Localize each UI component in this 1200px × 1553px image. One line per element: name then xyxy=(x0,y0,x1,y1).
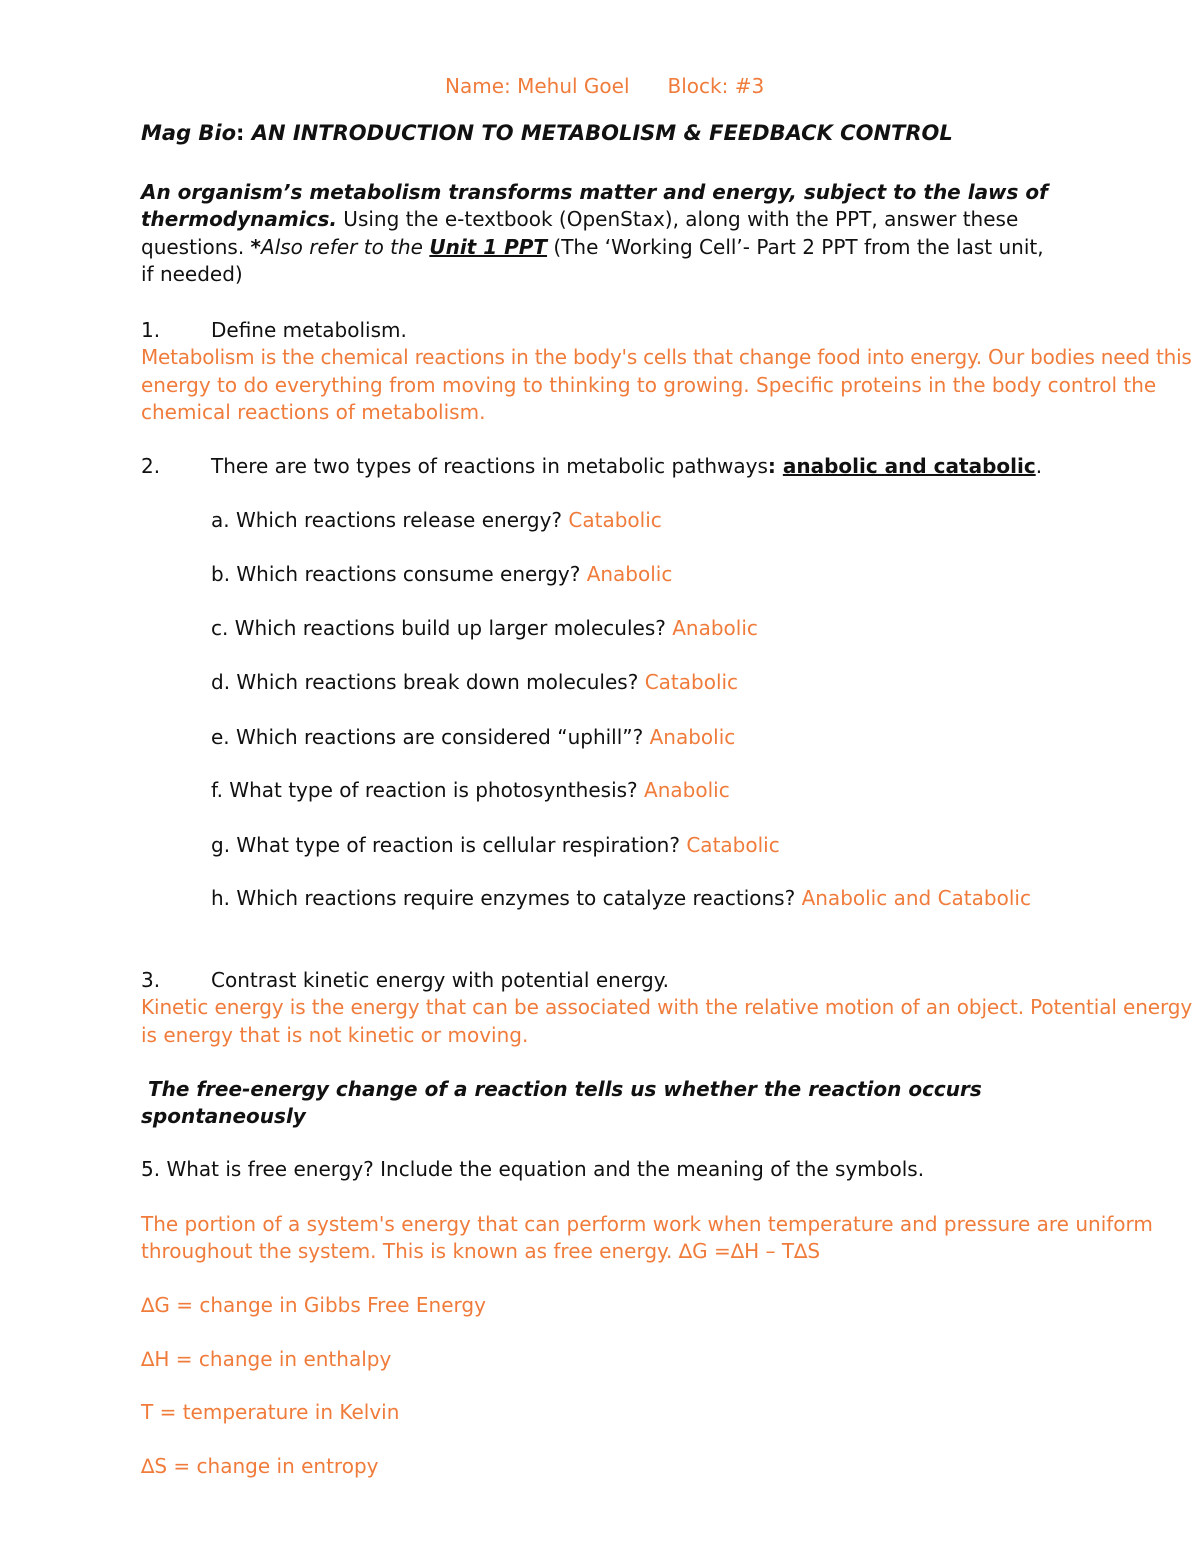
section-heading-line-2: spontaneously xyxy=(141,1104,306,1128)
q2-item-question: f. What type of reaction is photosynthesis? xyxy=(211,778,645,802)
student-name: Name: Mehul Goel xyxy=(445,74,630,98)
q1-answer-line: energy to do everything from moving to thinking to growing. Specific proteins in the body control the xyxy=(141,373,1157,397)
q2-item-answer: Catabolic xyxy=(568,508,662,532)
intro-line-1: An organism’s metabolism transforms matter and energy, subject to the laws of xyxy=(141,180,1048,204)
q2-item xyxy=(211,668,738,696)
q2-item-question: e. Which reactions are considered “uphill”? xyxy=(211,725,650,749)
q2-item xyxy=(211,614,758,642)
q2-item-question: a. Which reactions release energy? xyxy=(211,508,569,532)
intro-line-3-rest: (The ‘Working Cell’- Part 2 PPT from the last unit, xyxy=(547,235,1044,259)
q2-item xyxy=(211,560,672,588)
q2-item-answer: Anabolic xyxy=(649,725,736,749)
q5-answer-line: The portion of a system's energy that can perform work when temperature and pressure are uniform xyxy=(141,1212,1153,1236)
q3-question xyxy=(141,966,669,994)
q2-emphasis: anabolic and catabolic xyxy=(782,454,1036,478)
symbol-definition: ∆S = change in entropy xyxy=(141,1454,379,1478)
intro-refer: Also refer to the xyxy=(261,235,430,259)
q2-item xyxy=(211,884,1031,912)
q1-text: Define metabolism. xyxy=(211,318,407,342)
q5-answer-line: throughout the system. This is known as free energy. ∆G =∆H – T∆S xyxy=(141,1239,821,1263)
q2-text: There are two types of reactions in metabolic pathways xyxy=(211,454,768,478)
intro-line-2 xyxy=(141,205,1018,233)
page-title xyxy=(141,119,953,147)
title-main: AN INTRODUCTION TO METABOLISM & FEEDBACK CONTROL xyxy=(251,121,953,145)
q3-answer-line: is energy that is not kinetic or moving. xyxy=(141,1023,529,1047)
q3-text: Contrast kinetic energy with potential energy. xyxy=(211,968,670,992)
title-colon: : xyxy=(236,121,252,145)
section-heading-line-1: The free-energy change of a reaction tells us whether the reaction occurs xyxy=(141,1077,982,1101)
symbol-definition: ∆H = change in enthalpy xyxy=(141,1347,392,1371)
q5-question: 5. What is free energy? Include the equation and the meaning of the symbols. xyxy=(141,1157,925,1181)
q2-item-answer: Anabolic xyxy=(586,562,673,586)
q2-item xyxy=(211,831,780,859)
q2-item-question: c. Which reactions build up larger molecules? xyxy=(211,616,673,640)
q2-item xyxy=(211,506,662,534)
intro-line-3 xyxy=(141,233,1044,261)
q2-item xyxy=(211,723,735,751)
q2-question xyxy=(141,452,1042,480)
q2-period: . xyxy=(1035,454,1043,478)
q3-number: 3. xyxy=(141,968,161,992)
intro-line-2-rest: Using the e-textbook (OpenStax), along with the PPT, answer these xyxy=(336,207,1019,231)
q1-answer-line: Metabolism is the chemical reactions in the body's cells that change food into energy. Our bodies need this xyxy=(141,345,1192,369)
q2-item-answer: Catabolic xyxy=(644,670,739,694)
q3-answer-line: Kinetic energy is the energy that can be associated with the relative motion of an object. Potential energy xyxy=(141,995,1193,1019)
q1-answer-line: chemical reactions of metabolism. xyxy=(141,400,486,424)
q2-item-question: d. Which reactions break down molecules? xyxy=(211,670,645,694)
q2-item-answer: Anabolic and Catabolic xyxy=(801,886,1031,910)
q2-item-answer: Anabolic xyxy=(672,616,758,640)
block-number: Block: #3 xyxy=(667,74,765,98)
q2-item xyxy=(211,776,730,804)
q2-item-question: b. Which reactions consume energy? xyxy=(211,562,587,586)
intro-line-4: if needed) xyxy=(141,262,243,286)
intro-line-3-start: questions. xyxy=(141,235,251,259)
q2-item-question: h. Which reactions require enzymes to catalyze reactions? xyxy=(211,886,802,910)
q2-item-answer: Catabolic xyxy=(686,833,780,857)
title-prefix: Mag Bio xyxy=(141,121,237,145)
q1-question xyxy=(141,316,407,344)
q2-item-question: g. What type of reaction is cellular respiration? xyxy=(211,833,687,857)
q2-colon: : xyxy=(767,454,783,478)
symbol-definition: ∆G = change in Gibbs Free Energy xyxy=(141,1293,486,1317)
unit-1-ppt-link: Unit 1 PPT xyxy=(429,235,548,259)
symbol-definition: T = temperature in Kelvin xyxy=(141,1400,400,1424)
header-line xyxy=(445,72,764,100)
q2-item-answer: Anabolic xyxy=(644,778,730,802)
q2-number: 2. xyxy=(141,454,161,478)
q1-number: 1. xyxy=(141,318,161,342)
intro-thermodynamics: thermodynamics. xyxy=(141,207,337,231)
intro-star: * xyxy=(250,235,262,259)
